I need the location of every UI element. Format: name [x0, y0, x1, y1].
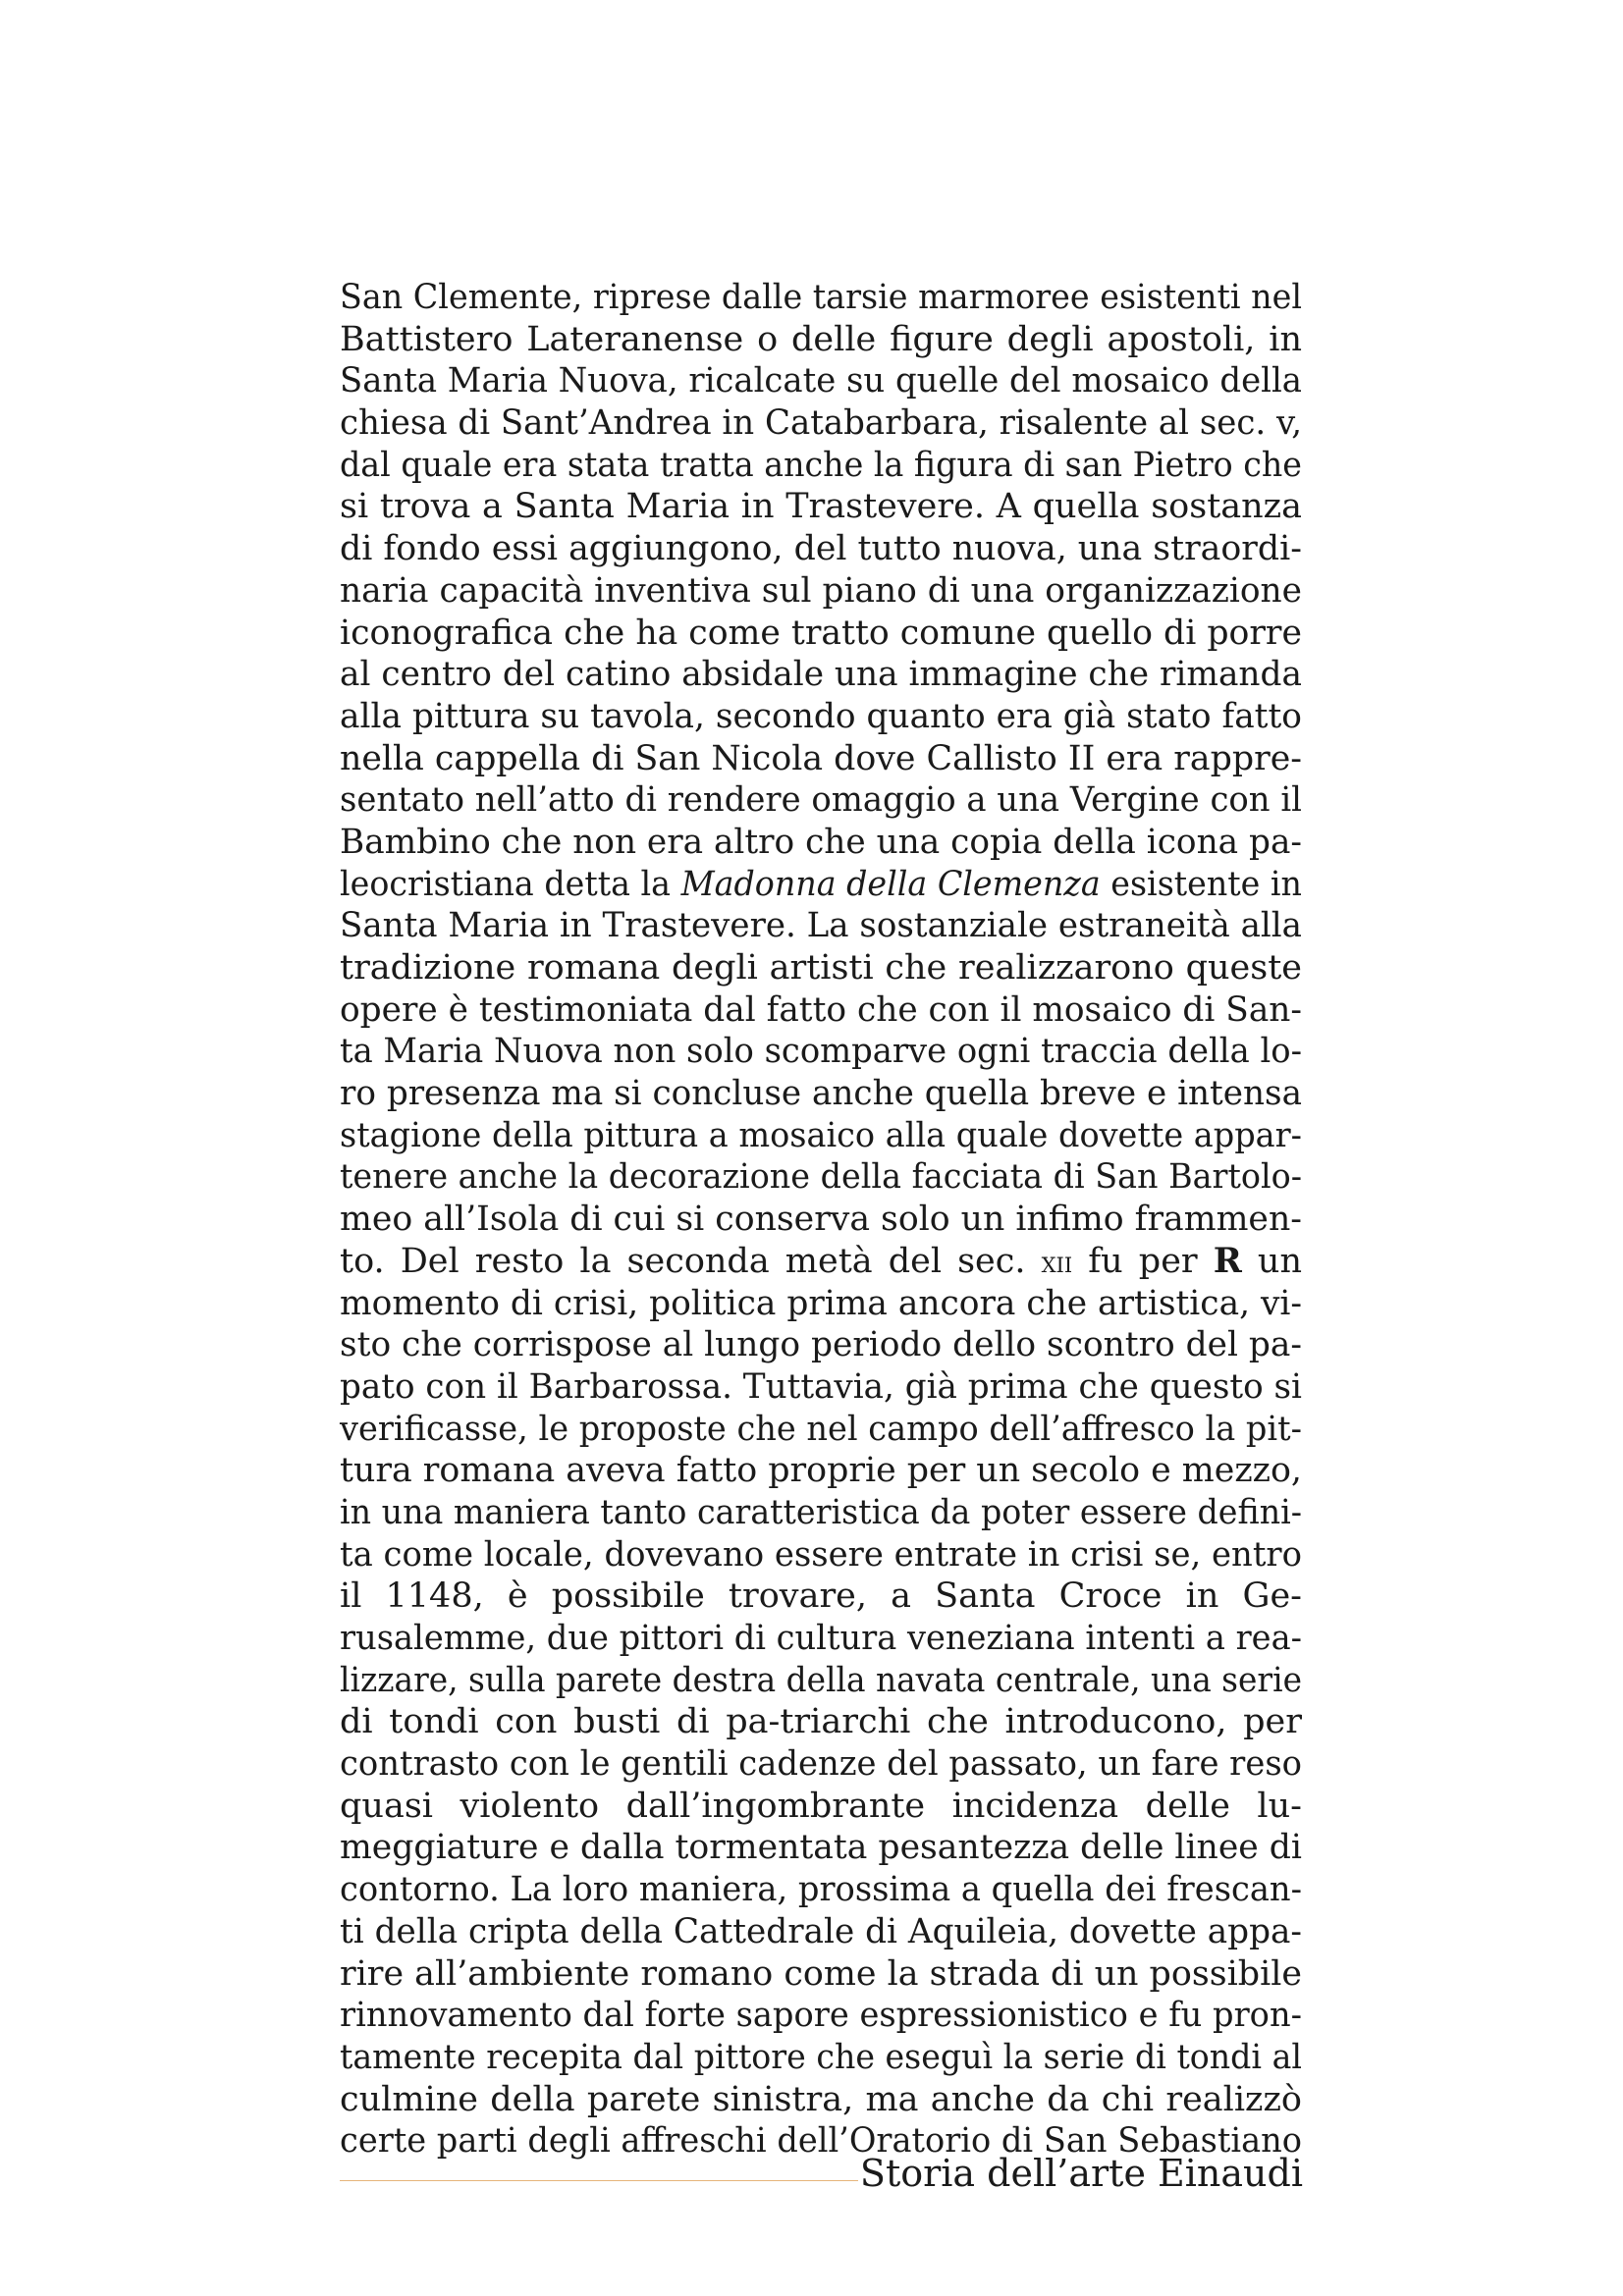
- text-segment: sto che corrispose al lungo periodo dello scontro del pa-: [340, 1325, 1302, 1365]
- text-segment: R: [1213, 1240, 1242, 1281]
- text-line: [340, 1115, 1302, 1157]
- text-segment: meggiature e dalla tormentata pesantezza delle linee di: [340, 1828, 1302, 1868]
- text-segment: tura romana aveva fatto proprie per un secolo e mezzo,: [340, 1451, 1302, 1491]
- text-line: [340, 1618, 1302, 1660]
- footer-rule: [340, 2180, 858, 2181]
- text-line: [340, 1869, 1302, 1911]
- text-segment: dal quale era stata tratta anche la figura di san Pietro che: [340, 445, 1302, 485]
- text-line: [340, 1031, 1302, 1073]
- text-line: [340, 1199, 1302, 1241]
- text-line: [340, 947, 1302, 989]
- text-segment: chiesa di Sant’Andrea in Catabarbara, risalente al sec. v,: [340, 403, 1302, 444]
- text-segment: tamente recepita dal pittore che eseguì la serie di tondi al: [340, 2037, 1302, 2077]
- text-segment: xii: [1041, 1245, 1073, 1280]
- text-segment: Madonna della Clemenza: [680, 864, 1101, 904]
- text-line: [340, 1409, 1302, 1451]
- text-segment: un: [1241, 1241, 1302, 1281]
- text-segment: il 1148, è possibile trovare, a Santa Croce in Ge-: [340, 1576, 1302, 1617]
- text-segment: Bambino che non era altro che una copia della icona pa-: [340, 822, 1302, 862]
- text-line: [340, 1995, 1302, 2037]
- text-line: [340, 319, 1302, 361]
- text-segment: rire all’ambiente romano come la strada di un possibile: [340, 1953, 1302, 1994]
- text-segment: alla pittura su tavola, secondo quanto era già stato fatto: [340, 696, 1302, 736]
- text-segment: in una maniera tanto caratteristica da poter essere defini-: [340, 1492, 1302, 1532]
- text-line: [340, 1911, 1302, 1953]
- text-line: [340, 360, 1302, 402]
- text-segment: ta Maria Nuova non solo scomparve ogni traccia della lo-: [340, 1032, 1302, 1072]
- text-segment: pato con il Barbarossa. Tuttavia, già prima che questo si: [340, 1366, 1302, 1407]
- text-segment: to. Del resto la seconda metà del sec.: [340, 1241, 1042, 1281]
- text-segment: opere è testimoniata dal fatto che con il mosaico di San-: [340, 989, 1302, 1030]
- text-line: [340, 277, 1302, 319]
- text-segment: di fondo essi aggiungono, del tutto nuova, una straordi-: [340, 529, 1302, 569]
- text-segment: Santa Maria in Trastevere. La sostanziale estraneità alla: [340, 906, 1302, 946]
- text-line: [340, 1575, 1302, 1618]
- text-segment: momento di crisi, politica prima ancora che artistica, vi-: [340, 1283, 1302, 1323]
- text-segment: rusalemme, due pittori di cultura veneziana intenti a rea-: [340, 1619, 1302, 1658]
- text-segment: Battistero Lateranense o delle figure degli apostoli, in: [340, 319, 1302, 359]
- text-segment: San Clemente, riprese dalle tarsie marmoree esistenti nel: [340, 278, 1302, 317]
- body-text: [340, 277, 1302, 2163]
- text-segment: quasi violento dall’ingombrante incidenza delle lu-: [340, 1786, 1302, 1826]
- text-line: [340, 1492, 1302, 1534]
- text-segment: ti della cripta della Cattedrale di Aquileia, dovette appa-: [340, 1911, 1302, 1951]
- text-segment: fu per: [1072, 1241, 1214, 1281]
- text-segment: ta come locale, dovevano essere entrate in crisi se, entro: [340, 1534, 1302, 1575]
- text-segment: ro presenza ma si concluse anche quella breve e intensa: [340, 1074, 1302, 1114]
- text-line: [340, 402, 1302, 445]
- text-line: [340, 779, 1302, 822]
- text-line: [340, 1660, 1302, 1702]
- text-segment: certe parti degli affreschi dell’Oratorio di San Sebastiano: [340, 2121, 1302, 2162]
- text-segment: culmine della parete sinistra, ma anche da chi realizzò: [340, 2079, 1302, 2119]
- text-line: [340, 1156, 1302, 1199]
- text-segment: leocristiana detta la: [340, 864, 681, 904]
- text-line: [340, 613, 1302, 655]
- text-segment: di tondi con busti di pa-triarchi che introducono, per: [340, 1702, 1302, 1742]
- text-line: [340, 1241, 1302, 1283]
- text-line: [340, 696, 1302, 738]
- text-line: [340, 2037, 1302, 2079]
- text-line: [340, 864, 1302, 906]
- text-segment: tenere anche la decorazione della facciata di San Bartolo-: [340, 1157, 1302, 1198]
- text-line: [340, 1283, 1302, 1325]
- text-segment: rinnovamento dal forte sapore espressionistico e fu pron-: [340, 1996, 1302, 2036]
- text-line: [340, 1450, 1302, 1492]
- text-line: [340, 1786, 1302, 1828]
- text-line: [340, 2079, 1302, 2121]
- text-segment: esistente in: [1100, 864, 1302, 904]
- text-segment: al centro del catino absidale una immagine che rimanda: [340, 655, 1302, 695]
- text-segment: contrasto con le gentili cadenze del passato, un fare reso: [340, 1744, 1302, 1785]
- text-line: [340, 1534, 1302, 1576]
- text-line: [340, 654, 1302, 696]
- text-line: [340, 989, 1302, 1032]
- text-segment: meo all’Isola di cui si conserva solo un infimo frammen-: [340, 1200, 1302, 1240]
- text-segment: naria capacità inventiva sul piano di una organizzazione: [340, 570, 1302, 611]
- text-line: [340, 1827, 1302, 1869]
- text-segment: nella cappella di San Nicola dove Callisto II era rappre-: [340, 738, 1302, 778]
- text-line: [340, 1701, 1302, 1743]
- text-line: [340, 822, 1302, 864]
- text-segment: tradizione romana degli artisti che realizzarono queste: [340, 948, 1302, 988]
- text-line: [340, 1743, 1302, 1786]
- text-line: [340, 486, 1302, 528]
- text-segment: iconografica che ha come tratto comune quello di porre: [340, 613, 1302, 653]
- text-segment: sentato nell’atto di rendere omaggio a una Vergine con il: [340, 780, 1302, 821]
- text-segment: stagione della pittura a mosaico alla quale dovette appar-: [340, 1115, 1302, 1155]
- text-line: [340, 905, 1302, 947]
- text-line: [340, 738, 1302, 780]
- text-line: [340, 445, 1302, 487]
- text-line: [340, 1366, 1302, 1409]
- text-segment: lizzare, sulla parete destra della navata centrale, una serie: [340, 1660, 1302, 1700]
- text-line: [340, 528, 1302, 570]
- text-segment: contorno. La loro maniera, prossima a quella dei frescan-: [340, 1870, 1302, 1910]
- text-segment: si trova a Santa Maria in Trastevere. A quella sostanza: [340, 487, 1302, 527]
- footer-title: Storia dell’arte Einaudi: [859, 2152, 1303, 2195]
- text-segment: Santa Maria Nuova, ricalcate su quelle del mosaico della: [340, 361, 1302, 401]
- text-segment: verificasse, le proposte che nel campo dell’affresco la pit-: [340, 1409, 1302, 1449]
- text-line: [340, 570, 1302, 613]
- text-line: [340, 1953, 1302, 1996]
- text-line: [340, 1324, 1302, 1366]
- text-line: [340, 1073, 1302, 1115]
